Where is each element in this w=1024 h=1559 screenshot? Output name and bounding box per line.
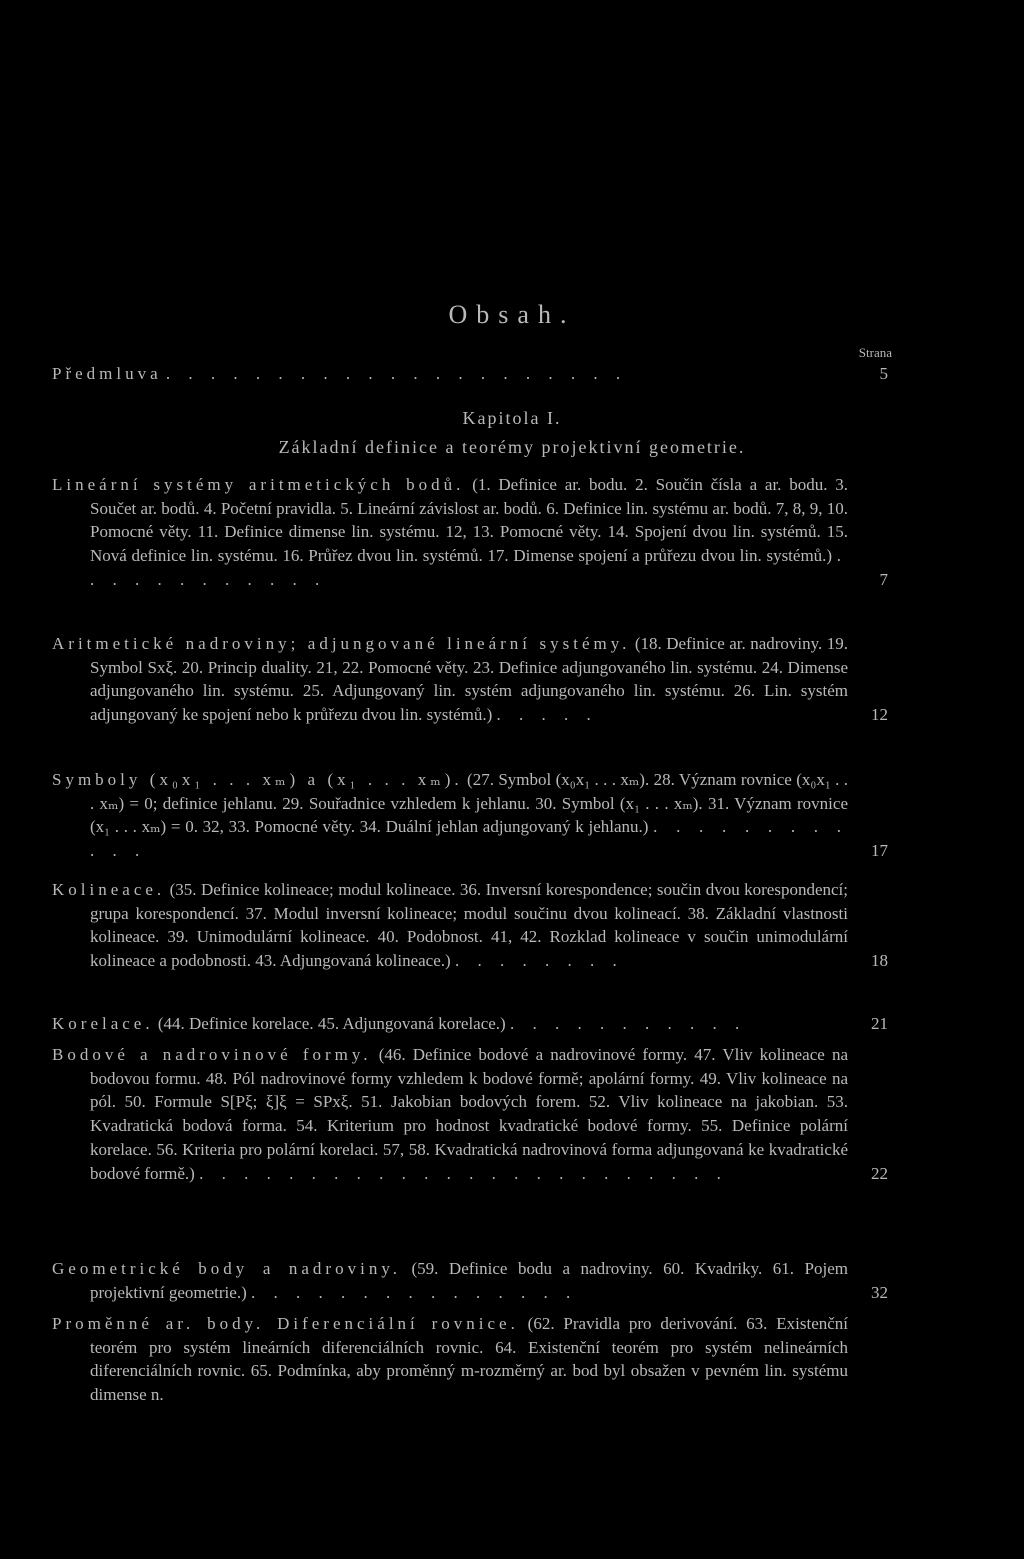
entry-text: (62. Pravidla pro derivování. 63. Existenční teorém pro systém lineárních diferenciálních rovnic. 64. Existenční teorém pro systém nelineárních diferenciálních rovnic. 65. Podmínka, aby proměnný m-rozměrný ar. bod byl obsažen v pevném lin. systému dimense n. bbox=[90, 1314, 849, 1405]
entry-heading: Korelace. bbox=[52, 1014, 154, 1033]
entry-heading: Proměnné ar. body. Diferenciální rovnice. bbox=[52, 1314, 519, 1333]
dot-leader: . . . . . . . . . . . . . . . . . . . . . bbox=[165, 364, 628, 383]
entry-heading: Geometrické body a nadroviny. bbox=[52, 1259, 401, 1278]
dot-leader: . . . . . . . . . . . . . . . . . . . . . . . . bbox=[199, 1163, 728, 1183]
toc-entry bbox=[52, 1257, 888, 1304]
contents-title: Obsah. bbox=[448, 300, 576, 329]
dot-leader: . . . . . . . . . . . . . . . bbox=[250, 1282, 578, 1302]
dot-leader: . . . . . . . . . . . . bbox=[90, 546, 848, 589]
entry-page-number: 32 bbox=[871, 1282, 888, 1302]
entry-page-number: 22 bbox=[871, 1163, 888, 1183]
entry-text: (46. Definice bodové a nadrovinové formy. 47. Vliv kolineace na bodovou formu. 48. Pól nadrovinové formy vzhledem k bodové formě; apolární formy. 49. Vliv kolineace na pól. 50. Formule S[Pξ; ξ]ξ = SPxξ. 51. Jakobian bodových forem. 52. Vliv kolineace na jakobian. 53. Kvadratická bodová forma. 54. Kriterium pro hodnost kvadratické bodové formy. 55. Definice polární korelace. 56. Kriteria pro polární korelaci. 57, 58. Kvadratická nadrovinová forma adjungovaná ke kvadratické bodové formě.) bbox=[90, 1045, 849, 1183]
entry-text: (1. Definice ar. bodu. 2. Součin čísla a ar. bodu. 3. Součet ar. bodů. 4. Početní pravidla. 5. Lineární závislost ar. bodů. 6. Definice lin. systému ar. bodů. 7, 8, 9, 10. Pomocné věty. 11. Definice dimense lin. systému. 12, 13. Pomocné věty. 14. Spojení dvou lin. systémů. 15. Nová definice lin. systému. 16. Průřez dvou lin. systémů. 17. Dimense spojení a průřezu dvou lin. systémů.) bbox=[90, 475, 849, 566]
toc-entry bbox=[52, 878, 888, 973]
toc-entry bbox=[52, 1312, 888, 1407]
toc-entry bbox=[52, 1012, 888, 1036]
entry-heading: Symboly (x₀x₁ . . . xₘ) a (x₁ . . . xₘ). bbox=[52, 770, 463, 789]
dot-leader: . . . . . . . . . . . bbox=[509, 1014, 747, 1033]
chapter-title: Základní definice a teorémy projektivní geometrie. bbox=[278, 437, 746, 457]
entry-page-number: 12 bbox=[871, 705, 888, 725]
entry-text: (44. Definice korelace. 45. Adjungovaná korelace.) bbox=[157, 1014, 506, 1033]
toc-entry bbox=[52, 1043, 888, 1185]
dot-leader: . . . . . bbox=[496, 705, 598, 725]
entry-text: (27. Symbol (x₀x₁ . . . xₘ). 28. Význam rovnice (x₀x₁ . . . xₘ) = 0; definice jehlanu. 29. Souřadnice vzhledem k jehlanu. 30. Symbol (x₁ . . . xₘ). 31. Význam rovnice (x₁ . . . xₘ) = 0. 32, 33. Pomocné věty. 34. Duální jehlan adjungovaný k jehlanu.) bbox=[90, 770, 849, 837]
toc-entry bbox=[52, 473, 888, 592]
toc-entry bbox=[52, 632, 888, 727]
toc-entry bbox=[52, 768, 888, 863]
entry-page-number: 5 bbox=[879, 364, 888, 383]
dot-leader: . . . . . . . . bbox=[454, 951, 624, 971]
entry-text: (18. Definice ar. nadroviny. 19. Symbol Sxξ. 20. Princip duality. 21, 22. Pomocné věty. 23. Definice adjungovaného lin. systému. 24. Dimense adjungovaného lin. systému. 25. Adjungovaný lin. systém adjungovaného lin. systému. 26. Lin. systém adjungovaný ke spojení nebo k průřezu dvou lin. systémů.) bbox=[90, 634, 848, 725]
entry-heading: Kolineace. bbox=[52, 880, 166, 899]
entry-heading: Lineární systémy aritmetických bodů. bbox=[52, 475, 465, 494]
dot-leader: . . . . . . . . . . . . bbox=[90, 817, 849, 861]
entry-page-number: 21 bbox=[871, 1014, 888, 1033]
page-column-label: Strana bbox=[858, 345, 892, 360]
toc-entry-preface bbox=[52, 362, 888, 386]
entry-text: (59. Definice bodu a nadroviny. 60. Kvadriky. 61. Pojem projektivní geometrie.) bbox=[90, 1259, 848, 1302]
entry-heading: Bodové a nadrovinové formy. bbox=[52, 1045, 372, 1064]
entry-heading: Předmluva bbox=[52, 364, 162, 383]
entry-text: (35. Definice kolineace; modul kolineace. 36. Inversní korespondence; součin dvou korespondencí; grupa korespondencí. 37. Modul inversní kolineace; modul součinu dvou kolineací. 38. Základní vlastnosti kolineace. 39. Unimodulární kolineace. 40. Podobnost. 41, 42. Rozklad kolineace v součin unimodulární kolineace a podobnosti. 43. Adjungovaná kolineace.) bbox=[90, 880, 849, 971]
entry-page-number: 18 bbox=[871, 951, 888, 971]
entry-page-number: 7 bbox=[879, 569, 888, 589]
entry-page-number: 17 bbox=[871, 841, 888, 861]
chapter-label: Kapitola I. bbox=[462, 408, 562, 428]
entry-heading: Aritmetické nadroviny; adjungované lineární systémy. bbox=[52, 634, 631, 653]
